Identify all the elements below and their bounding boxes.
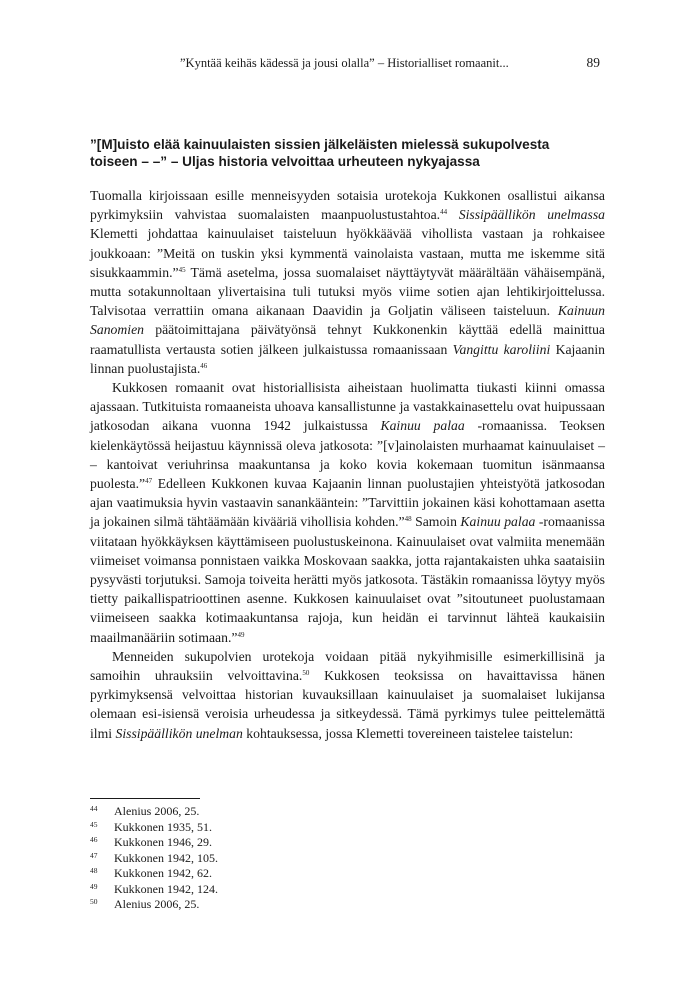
text-run: Samoin <box>411 514 461 530</box>
paragraph <box>90 378 605 647</box>
footnote-number: 44 <box>90 804 98 813</box>
text-run: Klemetti johdattaa kainuulaiset taisteluun hyökkäävää vihollista vastaan ja rohkaisee joukkoaan: ”Meitä on tuskin yksi kymmentä vainolaista vastaan, mutta me iskemme sitä sisukkaammin.” <box>90 226 605 280</box>
footnote <box>90 804 605 820</box>
footnote-number: 48 <box>90 866 98 875</box>
footnote-number: 49 <box>90 881 98 891</box>
footnote <box>90 866 605 882</box>
footnote-text: Kukkonen 1935, 51. <box>114 819 212 834</box>
footnote-text: Kukkonen 1942, 105. <box>114 850 218 865</box>
footnote-number: 46 <box>90 835 98 844</box>
paragraph <box>90 647 605 743</box>
text-run: Kukkosen romaanit ovat historiallisista aiheistaan huolimatta tiukasti kiinni omassa ajassaan. Tutkituista romaaneista uhoava kansallistunne ja vastakkainasettelu ovat huipussaan jatkosodan aikana vuonna 1942 julkaistussa <box>90 380 605 434</box>
text-run: Tämä asetelma, jossa suomalaiset näyttäytyvät määrältään vähäisempänä, mutta sotakunnoltaan ylivertaisina tuli tutuksi myös viime sotien ajan lehtikirjoittelussa. Talvisotaa verrattiin omana aikanaan Daavidin ja Goljatin väliseen taisteluun. <box>90 264 605 319</box>
text-run: Kukkosen teoksissa on havaittavissa hänen pyrkimyksensä velvoittaa historian kuvauksillaan kainuulaiset ja suomalaiset lukijansa olemaan esi-isiensä veroisia urheudessa ja sitkeydessä. Tämä pyrkimys tulee peittelemättä ilmi <box>90 668 605 741</box>
footnote-reference: 48 <box>404 515 412 524</box>
running-header <box>90 55 600 71</box>
section-heading-line-2: toiseen – –” – Uljas historia velvoittaa urheuteen nykyajassa <box>90 154 480 169</box>
footnote-reference: 50 <box>302 669 310 678</box>
footnote-text: Kukkonen 1942, 124. <box>114 881 218 896</box>
page-number: 89 <box>586 55 600 70</box>
footnote-reference: 46 <box>200 361 208 370</box>
footnote-number: 45 <box>90 819 98 829</box>
text-run: Edelleen Kukkonen kuvaa Kajaanin linnan puolustajien yhteistyötä jatkosodan ajan vaatimuksia hyvin vastaavin sanankääntein: ”Tarvittiin jokainen käsi kohottamaan asetta ja jokainen silmä tähtäämään kivääriä vihollisia kohden.” <box>90 476 605 530</box>
italic-title: Vangittu karoliini <box>452 341 551 357</box>
footnote-number: 47 <box>90 850 98 860</box>
footnote <box>90 882 605 898</box>
footnote <box>90 851 605 867</box>
italic-title: Kainuun Sanomien <box>90 303 605 338</box>
footnote-number: 50 <box>90 897 98 906</box>
footnote-text: Alenius 2006, 25. <box>114 897 200 911</box>
section-heading <box>90 136 605 170</box>
italic-title: Sissipäällikön unelman <box>115 725 243 741</box>
text-run: kohtauksessa, jossa Klemetti tovereineen taistelee taistelun: <box>242 725 574 741</box>
footnotes <box>90 804 605 913</box>
footnote-reference: 47 <box>145 477 153 486</box>
footnote <box>90 835 605 851</box>
text-run: Kajaanin linnan puolustajista. <box>90 341 605 376</box>
footnote-text: Kukkonen 1946, 29. <box>114 835 212 849</box>
footnote-reference: 45 <box>178 265 186 274</box>
text-run: -romaanissa. Teoksen kielenkäytössä heijastuu käynnissä oleva jatkosota: ”[v]ainolaisten murhaamat kainuulaiset – – kantoivat veriuhrinsa maakuntansa ja koko kovia kokemaan tuomitun isänmaansa puolesta.” <box>90 418 605 492</box>
text-run: päätoimittajana päivätyönsä tehnyt Kukkonenkin käyttää edellä mainittua raamatullista vertausta sotien jälkeen julkaistussa romaanissaan <box>90 322 605 357</box>
text-run: Tuomalla kirjoissaan esille menneisyyden sotaisia urotekoja Kukkonen osallistui aikansa pyrkimyksiin vahvistaa suomalaisten maanpuolustustahtoa. <box>90 188 605 223</box>
footnote <box>90 897 605 913</box>
italic-title: Sissipäällikön unelmassa <box>458 207 605 223</box>
body-text <box>90 186 605 743</box>
footnote-text: Kukkonen 1942, 62. <box>114 866 212 880</box>
running-title: ”Kyntää keihäs kädessä ja jousi olalla” – Historialliset romaanit... <box>180 56 509 70</box>
footnote <box>90 820 605 836</box>
section-heading-line-1: ”[M]uisto elää kainuulaisten sissien jälkeläisten mielessä sukupolvesta <box>90 137 550 152</box>
text-run: Menneiden sukupolvien urotekoja voidaan pitää nykyihmisille esimerkillisinä ja samoihin uhrauksiin velvoittavina. <box>90 648 605 684</box>
footnote-text: Alenius 2006, 25. <box>114 804 200 818</box>
footnote-divider <box>90 798 200 799</box>
footnote-reference: 49 <box>237 630 245 639</box>
text-run <box>447 207 459 222</box>
footnote-reference: 44 <box>440 208 448 217</box>
paragraph <box>90 186 605 378</box>
italic-title: Kainuu palaa <box>460 514 536 530</box>
text-run: -romaanissa viitataan hyökkäyksen käyttämiseen puolustuskeinona. Kainuulaiset ovat valmiita menemään viimeiset voimansa ponnistaen vaikka Moskovaan saakka, jotta rajantakaisten uhka saataisiin pysyvästi torjutuksi. Samoja toiveita herätti myös jatkosota. Tästäkin romaanissa löytyy myös tietty paikallispatrioottinen asenne. Kukkosen kainuulaiset ovat ”sitoutuneet puolustamaan viimeiseen saakka kotimaakuntansa rajoja, kun heidän ei tarvinnut lähteä kaukaisiin maailmanääriin sotimaan.” <box>90 514 605 645</box>
italic-title: Kainuu palaa <box>380 418 465 434</box>
